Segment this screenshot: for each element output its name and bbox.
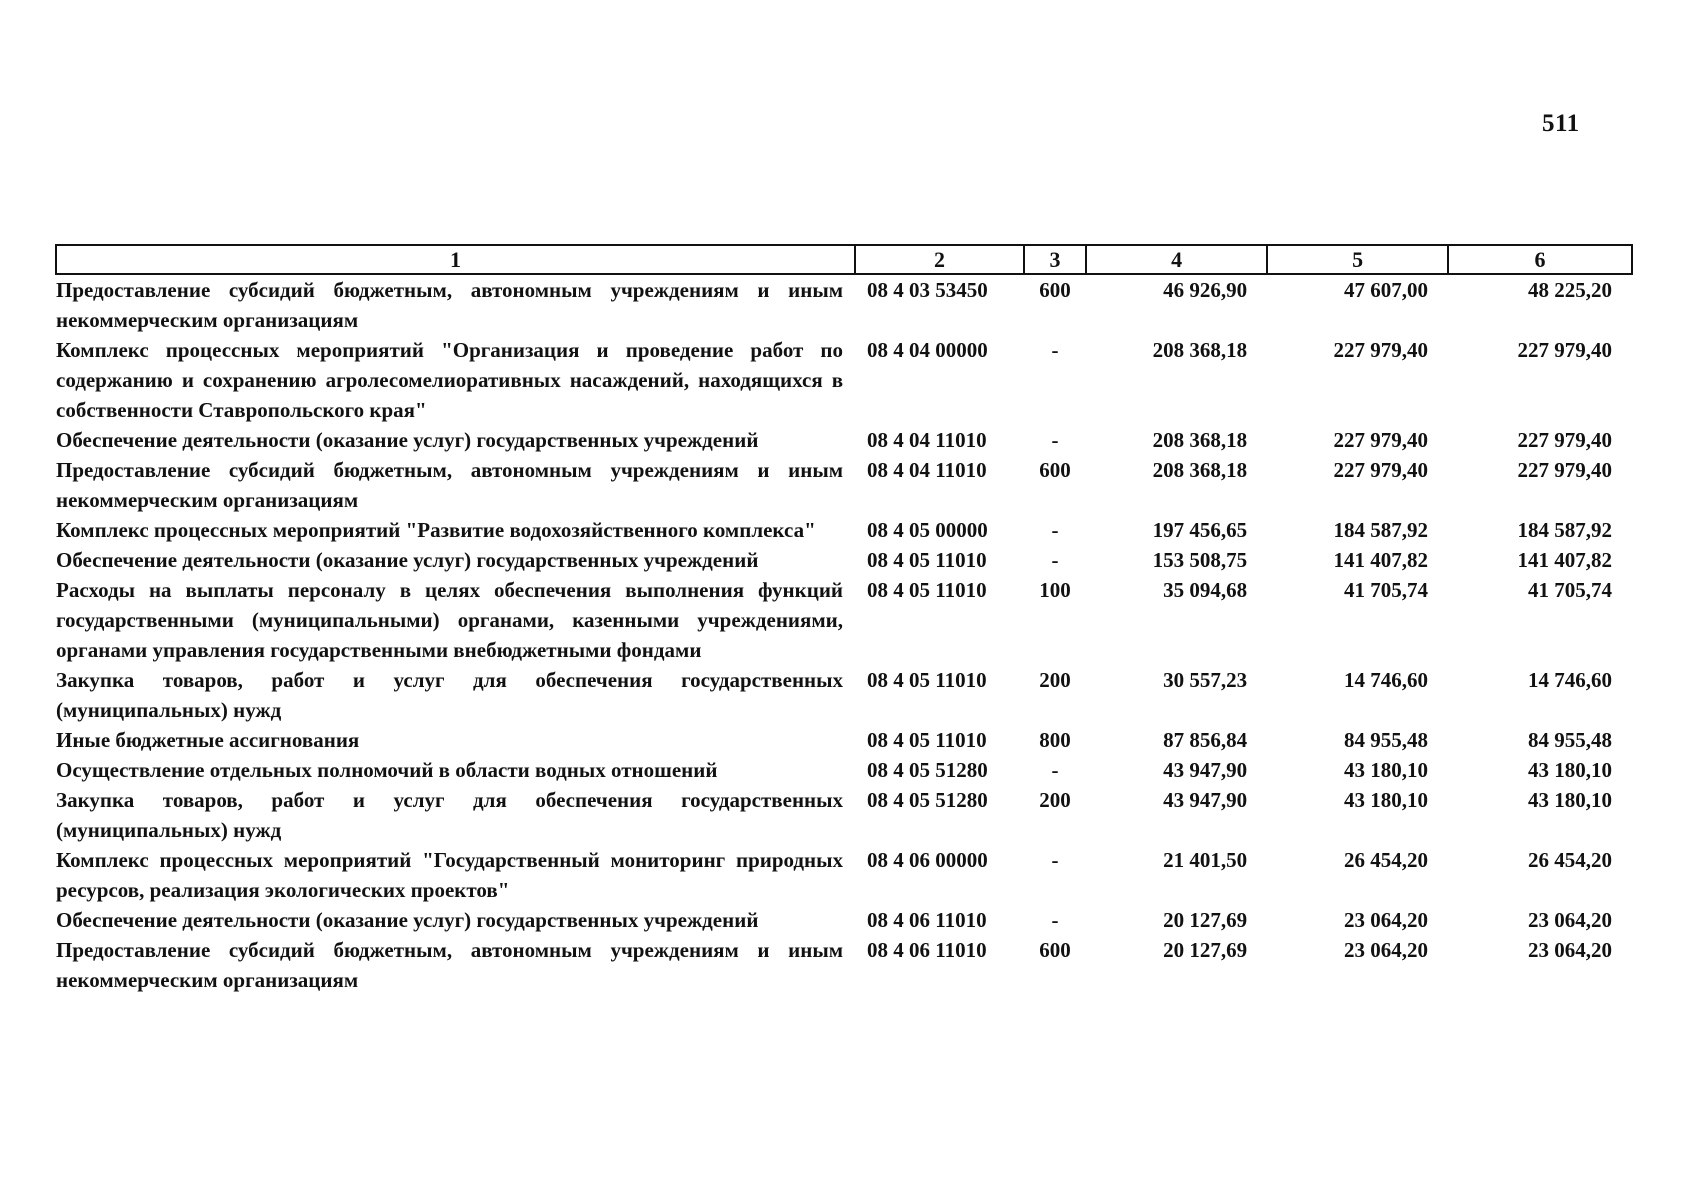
row-amount-year-3: 14 746,60 <box>1528 668 1612 692</box>
row-name: Иные бюджетные ассигнования <box>56 728 360 752</box>
row-amount-year-1: 197 456,65 <box>1152 518 1248 542</box>
table-row <box>56 665 1632 725</box>
row-name: Расходы на выплаты персоналу в целях обеспечения выполнения функций государственными (муниципальными) органами, казенными учреждениями, органами управления государственными внебюджетными фондами <box>56 578 844 662</box>
row-amount-year-1: 87 856,84 <box>1163 728 1248 752</box>
row-name: Закупка товаров, работ и услуг для обеспечения государственных (муниципальных) нужд <box>56 668 844 722</box>
row-expense-type: 600 <box>1039 938 1071 962</box>
row-amount-year-3: 141 407,82 <box>1517 548 1612 572</box>
row-amount-year-1: 35 094,68 <box>1163 578 1248 602</box>
table-row <box>56 785 1632 845</box>
row-amount-year-1: 46 926,90 <box>1163 278 1248 302</box>
row-expense-type: 100 <box>1039 578 1071 602</box>
row-name: Обеспечение деятельности (оказание услуг) государственных учреждений <box>56 548 759 572</box>
row-amount-year-3: 84 955,48 <box>1528 728 1612 752</box>
table-row <box>56 335 1632 425</box>
table-row <box>56 935 1632 995</box>
row-expense-type: - <box>1051 548 1059 572</box>
row-name: Предоставление субсидий бюджетным, автономным учреждениям и иным некоммерческим организациям <box>56 458 844 512</box>
column-header-expense-type: 3 <box>1024 245 1086 274</box>
row-amount-year-2: 23 064,20 <box>1344 908 1429 932</box>
row-amount-year-2: 84 955,48 <box>1344 728 1429 752</box>
row-expense-type: 200 <box>1039 788 1071 812</box>
row-amount-year-2: 47 607,00 <box>1344 278 1429 302</box>
table-body <box>56 274 1632 995</box>
row-amount-year-1: 208 368,18 <box>1152 428 1248 452</box>
table-row <box>56 845 1632 905</box>
row-code: 08 4 06 11010 <box>867 908 987 932</box>
row-amount-year-1: 20 127,69 <box>1163 938 1248 962</box>
row-code: 08 4 05 51280 <box>867 788 988 812</box>
row-amount-year-1: 208 368,18 <box>1152 458 1248 482</box>
row-amount-year-2: 23 064,20 <box>1344 938 1429 962</box>
row-name: Обеспечение деятельности (оказание услуг) государственных учреждений <box>56 908 759 932</box>
row-amount-year-1: 30 557,23 <box>1163 668 1248 692</box>
row-name: Обеспечение деятельности (оказание услуг) государственных учреждений <box>56 428 759 452</box>
row-expense-type: 600 <box>1039 458 1071 482</box>
row-amount-year-2: 26 454,20 <box>1344 848 1429 872</box>
row-code: 08 4 04 11010 <box>867 428 987 452</box>
row-amount-year-1: 208 368,18 <box>1152 338 1248 362</box>
row-amount-year-2: 141 407,82 <box>1333 548 1429 572</box>
row-name: Закупка товаров, работ и услуг для обеспечения государственных (муниципальных) нужд <box>56 788 844 842</box>
row-expense-type: - <box>1051 518 1059 542</box>
table-row <box>56 755 1632 785</box>
row-code: 08 4 05 11010 <box>867 578 987 602</box>
row-amount-year-2: 41 705,74 <box>1344 578 1429 602</box>
row-expense-type: 600 <box>1039 278 1071 302</box>
table-row <box>56 515 1632 545</box>
row-code: 08 4 05 00000 <box>867 518 988 542</box>
row-amount-year-2: 227 979,40 <box>1333 338 1429 362</box>
row-expense-type: - <box>1051 848 1059 872</box>
row-code: 08 4 05 11010 <box>867 548 987 572</box>
row-name: Предоставление субсидий бюджетным, автономным учреждениям и иным некоммерческим организациям <box>56 938 844 992</box>
row-amount-year-3: 43 180,10 <box>1528 788 1612 812</box>
row-amount-year-3: 227 979,40 <box>1517 428 1612 452</box>
table-row <box>56 455 1632 515</box>
row-amount-year-1: 153 508,75 <box>1152 548 1248 572</box>
row-amount-year-3: 227 979,40 <box>1517 338 1612 362</box>
row-amount-year-2: 43 180,10 <box>1344 758 1429 782</box>
row-expense-type: - <box>1051 908 1059 932</box>
row-code: 08 4 06 11010 <box>867 938 987 962</box>
row-amount-year-1: 43 947,90 <box>1163 788 1248 812</box>
row-amount-year-2: 227 979,40 <box>1333 458 1429 482</box>
row-amount-year-2: 14 746,60 <box>1344 668 1429 692</box>
row-expense-type: - <box>1051 428 1059 452</box>
table-row <box>56 905 1632 935</box>
table-row <box>56 545 1632 575</box>
table-row <box>56 425 1632 455</box>
row-code: 08 4 05 11010 <box>867 728 987 752</box>
row-name: Комплекс процессных мероприятий "Организация и проведение работ по содержанию и сохранению агролесомелиоративных насаждений, находящихся в собственности Ставропольского края" <box>56 338 844 422</box>
row-code: 08 4 05 51280 <box>867 758 988 782</box>
row-amount-year-2: 227 979,40 <box>1333 428 1429 452</box>
row-code: 08 4 06 00000 <box>867 848 988 872</box>
table-header <box>56 245 1632 274</box>
row-code: 08 4 05 11010 <box>867 668 987 692</box>
header-row <box>56 245 1632 274</box>
column-header-year-2: 5 <box>1267 245 1448 274</box>
table-row <box>56 725 1632 755</box>
row-amount-year-3: 41 705,74 <box>1528 578 1612 602</box>
row-expense-type: - <box>1051 758 1059 782</box>
row-amount-year-3: 184 587,92 <box>1517 518 1612 542</box>
row-code: 08 4 04 00000 <box>867 338 988 362</box>
table-row <box>56 274 1632 335</box>
row-expense-type: 200 <box>1039 668 1071 692</box>
row-name: Комплекс процессных мероприятий "Развитие водохозяйственного комплекса" <box>56 518 816 542</box>
row-amount-year-3: 43 180,10 <box>1528 758 1612 782</box>
budget-table <box>55 244 1633 995</box>
row-amount-year-3: 23 064,20 <box>1528 908 1612 932</box>
column-header-code: 2 <box>855 245 1024 274</box>
row-amount-year-3: 23 064,20 <box>1528 938 1612 962</box>
column-header-year-3: 6 <box>1448 245 1632 274</box>
row-amount-year-1: 21 401,50 <box>1163 848 1248 872</box>
page-number: 511 <box>1542 110 1580 137</box>
row-name: Осуществление отдельных полномочий в области водных отношений <box>56 758 718 782</box>
row-expense-type: - <box>1051 338 1059 362</box>
row-amount-year-2: 43 180,10 <box>1344 788 1429 812</box>
row-name: Комплекс процессных мероприятий "Государственный мониторинг природных ресурсов, реализация экологических проектов" <box>56 848 844 902</box>
row-code: 08 4 04 11010 <box>867 458 987 482</box>
table-row <box>56 575 1632 665</box>
row-amount-year-3: 227 979,40 <box>1517 458 1612 482</box>
row-name: Предоставление субсидий бюджетным, автономным учреждениям и иным некоммерческим организациям <box>56 278 844 332</box>
row-amount-year-1: 43 947,90 <box>1163 758 1248 782</box>
column-header-year-1: 4 <box>1086 245 1267 274</box>
row-amount-year-3: 48 225,20 <box>1528 278 1612 302</box>
row-code: 08 4 03 53450 <box>867 278 988 302</box>
row-amount-year-3: 26 454,20 <box>1528 848 1612 872</box>
row-expense-type: 800 <box>1039 728 1071 752</box>
row-amount-year-1: 20 127,69 <box>1163 908 1248 932</box>
column-header-name: 1 <box>56 245 855 274</box>
row-amount-year-2: 184 587,92 <box>1333 518 1429 542</box>
